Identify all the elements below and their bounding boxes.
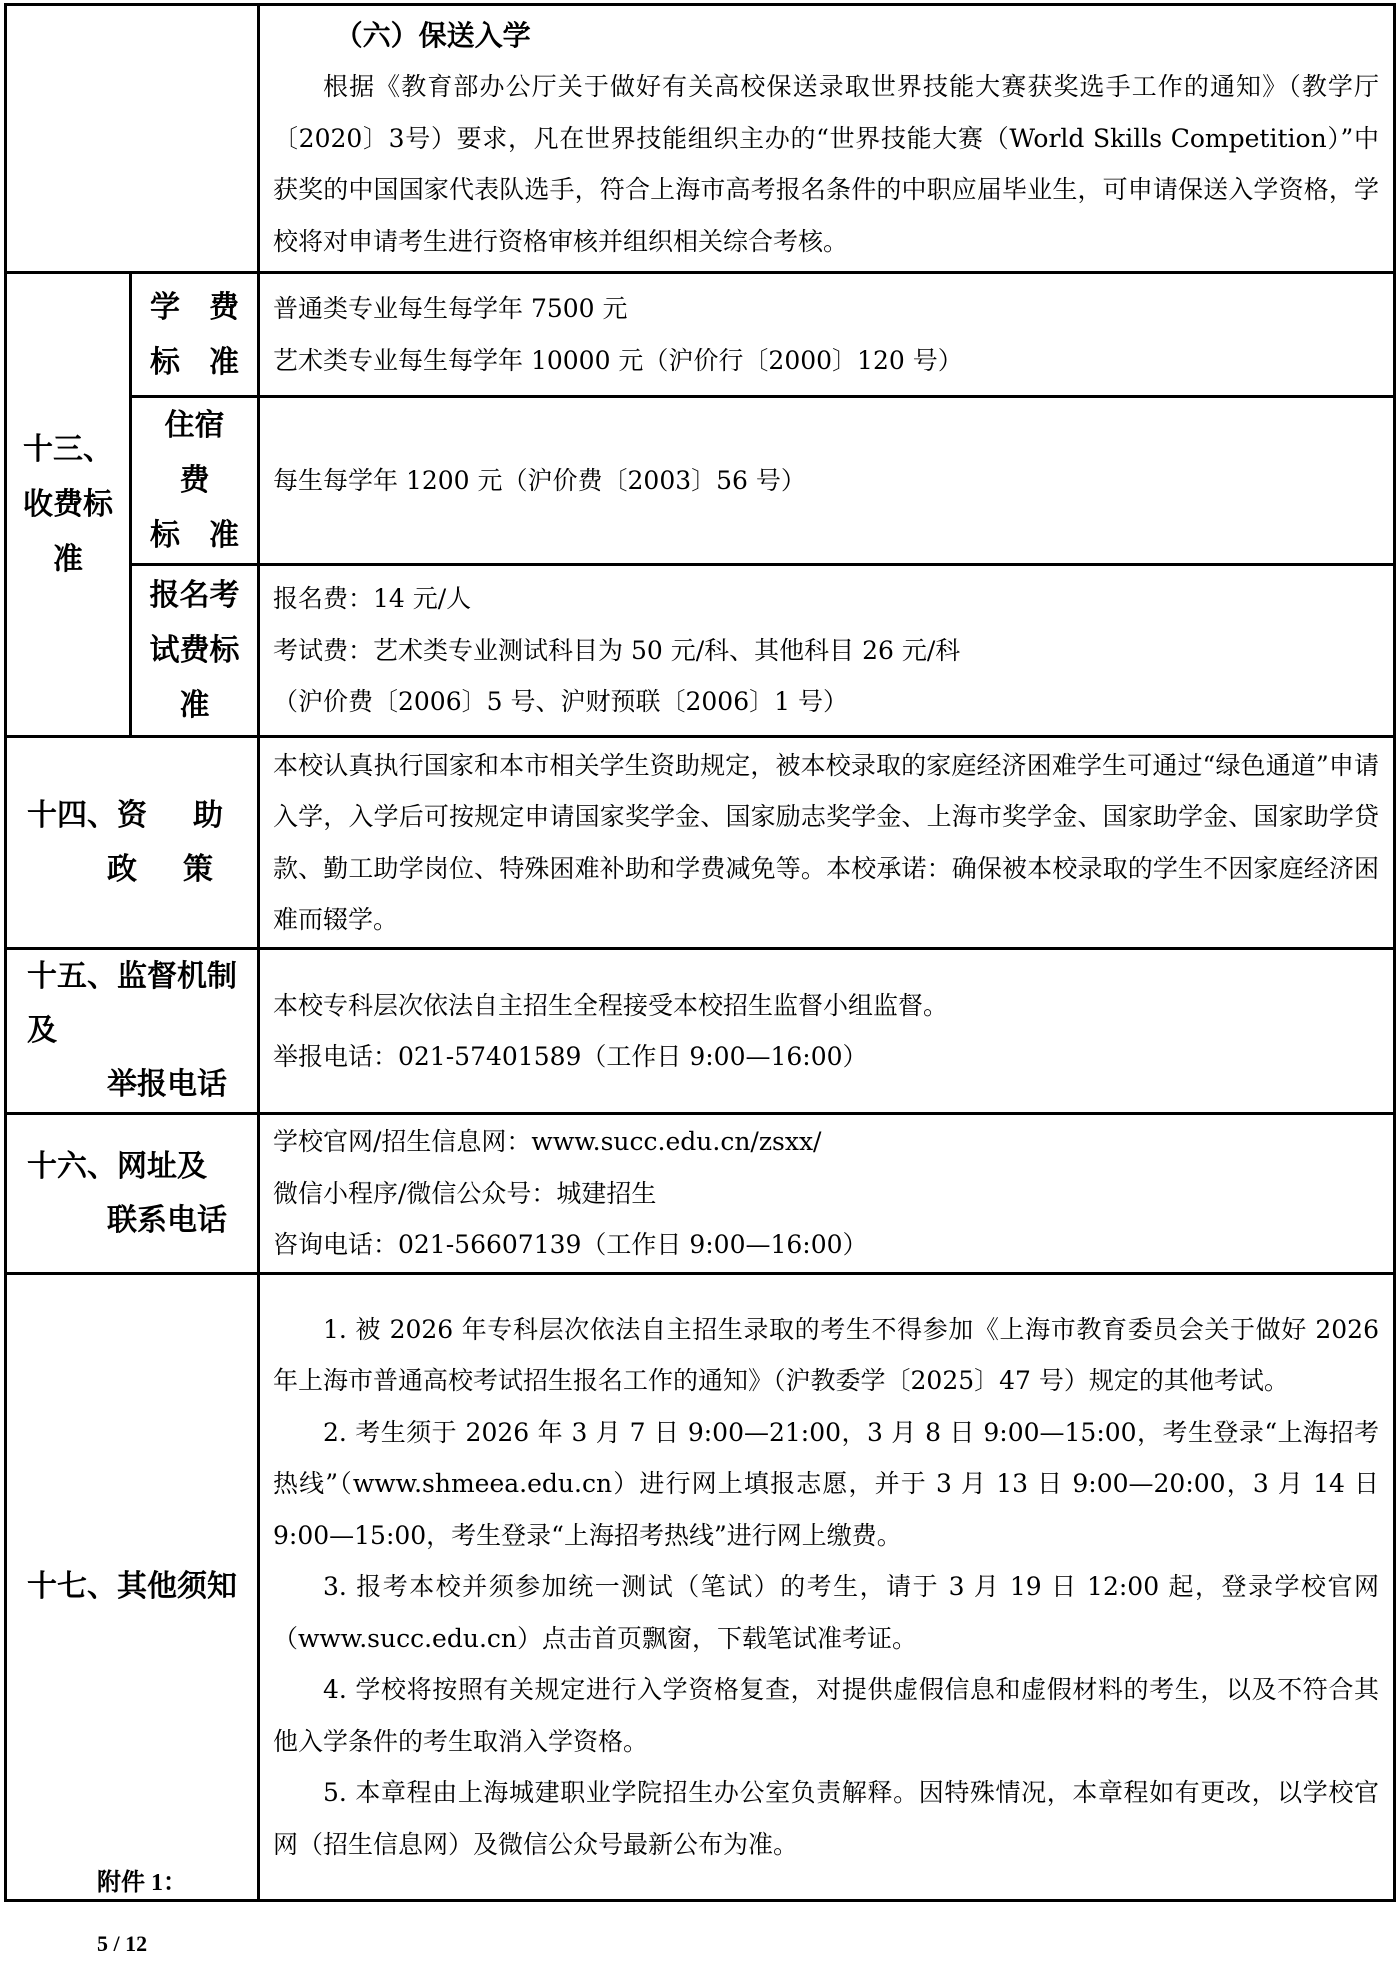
tuition-line2: 艺术类专业每生每学年 10000 元（沪价行〔2000〕120 号） [273,345,963,375]
row-contact [6,1114,1395,1274]
section-13-title [6,273,131,737]
exam-fee-line3: （沪价费〔2006〕5 号、沪财预联〔2006〕1 号） [273,687,848,717]
row-exam-fee [6,565,1395,737]
empty-title-cell [6,5,259,273]
page-number: 5 / 12 [97,1931,148,1956]
financial-aid-paragraph: 本校认真执行国家和本市相关学生资助规定，被本校录取的家庭经济困难学生可通过“绿色通道”申请入学，入学后可按规定申请国家奖学金、国家励志奖学金、上海市奖学金、国家助学金、国家助学贷款、勤工助学岗位、特殊困难补助和学费减免等。本校承诺：确保被本校录取的学生不因家庭经济困难而辍学。 [273,750,1379,934]
financial-aid-content [259,737,1395,949]
section-13-title-line1: 十三、 [23,432,113,467]
section-15-title [6,949,259,1114]
attachment-label: 附件 1： [97,1870,187,1896]
supervision-content [259,949,1395,1114]
exam-fee-label-line2: 试费标 [149,633,240,668]
section-14-title [6,737,259,949]
row-other-notes [6,1274,1395,1901]
dorm-content [259,397,1395,565]
dorm-line1: 每生每学年 1200 元（沪价费〔2003〕56 号） [273,465,806,495]
section-16-title-line2: 联系电话 [107,1202,227,1238]
tuition-label-line1: 学 费 [150,289,239,325]
exam-fee-label-line3: 准 [179,688,210,723]
supervision-phone: 举报电话：021-57401589（工作日 9:00—16:00） [273,1042,868,1071]
supervision-line1: 本校专科层次依法自主招生全程接受本校招生监督小组监督。 [273,990,949,1020]
contact-website: 学校官网/招生信息网：www.succ.edu.cn/zsxx/ [273,1127,822,1157]
tuition-content [259,273,1395,397]
dorm-label-line1: 住宿费 [164,408,225,498]
section-15-title-line1: 十五、监督机制及 [27,959,237,1048]
exam-fee-line1: 报名费：14 元/人 [273,584,472,614]
tuition-line1: 普通类专业每生每学年 7500 元 [273,294,628,323]
section-13-title-line2: 收费标 [23,487,113,522]
section-13-title-line3: 准 [53,542,83,577]
row-tuition [6,273,1395,397]
exam-fee-line2: 考试费：艺术类专业测试科目为 50 元/科、其他科目 26 元/科 [273,635,961,665]
section-16-title [6,1114,259,1274]
tuition-label [131,273,259,397]
row-financial-aid [6,737,1395,949]
admission-rules-table [4,3,1396,1902]
section-14-title-line2: 政 策 [107,851,213,887]
exam-fee-label [131,565,259,737]
dorm-label [131,397,259,565]
tuition-label-line2: 标 准 [150,344,239,380]
note-item-5: 5. 本章程由上海城建职业学院招生办公室负责解释。因特殊情况，本章程如有更改，以学校官网（招生信息网）及微信公众号最新公布为准。 [273,1778,1379,1859]
note-item-1: 1. 被 2026 年专科层次依法自主招生录取的考生不得参加《上海市教育委员会关于做好 2026 年上海市普通高校考试招生报名工作的通知》（沪教委学〔2025〕47 号）规定的其他考试。 [273,1314,1379,1396]
section-16-title-line1: 十六、网址及 [27,1148,207,1184]
contact-phone: 咨询电话：021-56607139（工作日 9:00—16:00） [273,1230,868,1260]
recommended-admission-paragraph: 根据《教育部办公厅关于做好有关高校保送录取世界技能大赛获奖选手工作的通知》（教学厅〔2020〕3号）要求，凡在世界技能组织主办的“世界技能大赛（World Skills Competition）”中获奖的中国国家代表队选手，符合上海市高考报名条件的中职应届毕业生，可申请保送入学资格，学校将对申请考生进行资格审核并组织相关综合考核。 [273,72,1379,256]
section-14-title-line1: 十四、资 助 [27,797,223,833]
section-15-title-line2: 举报电话 [107,1067,227,1102]
note-item-2: 2. 考生须于 2026 年 3 月 7 日 9:00—21:00，3 月 8 日 9:00—15:00，考生登录“上海招考热线”（www.shmeea.edu.cn）进行网上填报志愿，并于 3 月 13 日 9:00—20:00，3 月 14 日 9:00—15:00，考生登录“上海招考热线”进行网上缴费。 [273,1417,1379,1550]
note-item-4: 4. 学校将按照有关规定进行入学资格复查，对提供虚假信息和虚假材料的考生，以及不符合其他入学条件的考生取消入学资格。 [273,1675,1379,1756]
other-notes-content [259,1274,1395,1901]
row-supervision [6,949,1395,1114]
subsection-title: （六）保送入学 [334,18,531,52]
exam-fee-content [259,565,1395,737]
note-item-3: 3. 报考本校并须参加统一测试（笔试）的考生，请于 3 月 19 日 12:00 起，登录学校官网（www.succ.edu.cn）点击首页飘窗，下载笔试准考证。 [273,1572,1379,1653]
row-dorm [6,397,1395,565]
dorm-label-line2: 标 准 [150,518,239,553]
section-17-title: 十七、其他须知 [6,1274,259,1901]
row-recommended-admission [6,5,1395,273]
contact-content [259,1114,1395,1274]
recommended-admission-content [259,5,1395,273]
exam-fee-label-line1: 报名考 [149,578,240,613]
contact-wechat: 微信小程序/微信公众号：城建招生 [273,1178,657,1208]
